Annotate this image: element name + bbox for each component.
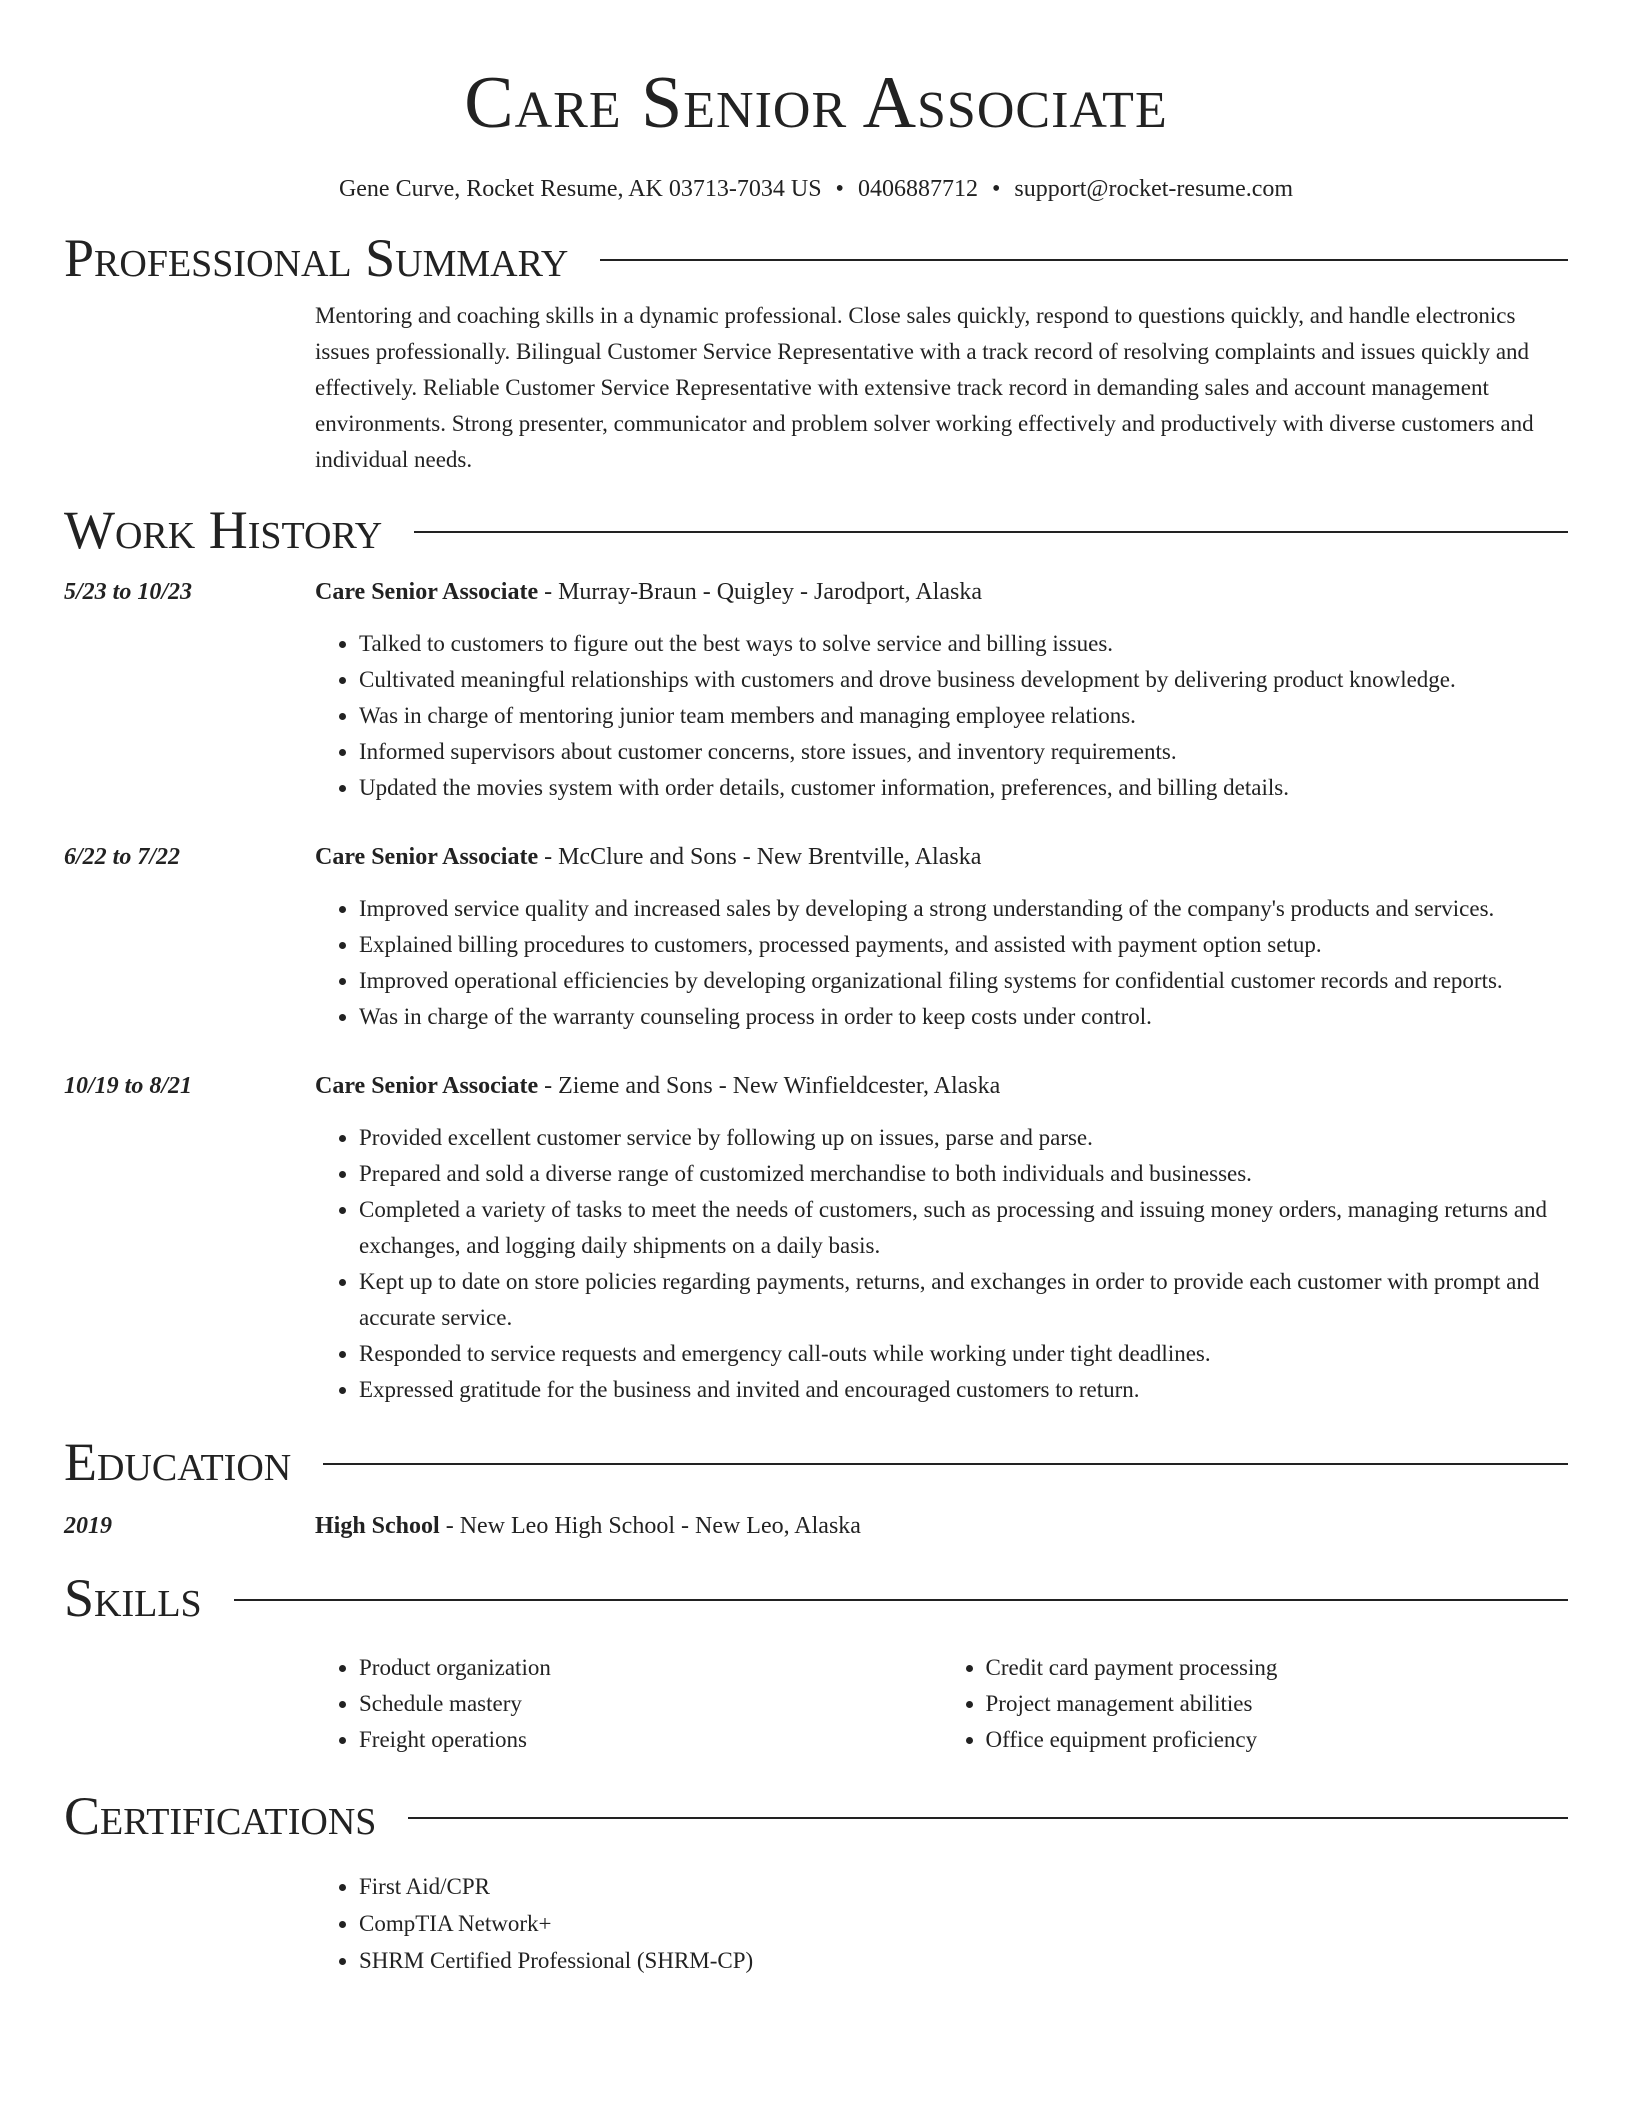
job-entry — [64, 574, 1568, 806]
work-history-header — [64, 498, 1568, 562]
education-section — [64, 1430, 1568, 1544]
certifications-title: Certifications — [64, 1786, 377, 1846]
list-item: • Provided excellent customer service by following up on issues, parse and parse. — [359, 1120, 1568, 1156]
section-divider — [414, 531, 1568, 533]
skills-column-left — [315, 1650, 942, 1758]
skills-header — [64, 1566, 1568, 1630]
list-item: • Prepared and sold a diverse range of customized merchandise to both individuals and businesses. — [359, 1156, 1568, 1192]
job-title-line — [315, 1068, 1568, 1104]
list-item: • Improved service quality and increased sales by developing a strong understanding of the company's products and services. — [359, 891, 1568, 927]
list-item: • Kept up to date on store policies regarding payments, returns, and exchanges in order to provide each customer with prompt and accurate service. — [359, 1264, 1568, 1336]
education-entry — [64, 1508, 1568, 1544]
job-bullets — [315, 1120, 1568, 1408]
job-employer: - Zieme and Sons - New Winfieldcester, Alaska — [538, 1073, 1001, 1099]
list-item: • Was in charge of mentoring junior team members and managing employee relations. — [359, 698, 1568, 734]
job-bullets — [315, 626, 1568, 806]
education-year: 2019 — [64, 1513, 112, 1539]
job-dates: 6/22 to 7/22 — [64, 844, 181, 870]
job-entry — [64, 1068, 1568, 1408]
job-body — [315, 574, 1568, 806]
skills-column-right — [942, 1650, 1569, 1758]
education-header — [64, 1430, 1568, 1494]
job-role: Care Senior Associate — [315, 844, 539, 870]
education-body — [315, 1508, 1568, 1544]
job-dates: 10/19 to 8/21 — [64, 1073, 193, 1099]
skills-grid — [315, 1650, 1568, 1758]
work-history-title: Work History — [64, 500, 383, 560]
list-item: • Product organization — [359, 1650, 942, 1686]
certifications-section — [64, 1784, 1568, 1979]
certifications-header — [64, 1784, 1568, 1848]
summary-section — [64, 226, 1568, 478]
list-item: • Freight operations — [359, 1722, 942, 1758]
job-employer: - Murray-Braun - Quigley - Jarodport, Alaska — [538, 579, 982, 605]
education-line — [315, 1508, 1568, 1544]
list-item: • Responded to service requests and emergency call-outs while working under tight deadlines. — [359, 1336, 1568, 1372]
skills-title: Skills — [64, 1568, 202, 1628]
education-school: - New Leo High School - New Leo, Alaska — [439, 1513, 861, 1539]
contact-line — [64, 172, 1568, 206]
list-item: • Credit card payment processing — [986, 1650, 1569, 1686]
summary-header — [64, 226, 1568, 290]
list-item: • Informed supervisors about customer concerns, store issues, and inventory requirements. — [359, 734, 1568, 770]
resume-page — [64, 0, 1568, 1979]
resume-name: Care Senior Associate — [464, 62, 1168, 144]
section-divider — [323, 1463, 1568, 1465]
list-item: • Cultivated meaningful relationships with customers and drove business development by delivering product knowledge. — [359, 662, 1568, 698]
list-item: • CompTIA Network+ — [359, 1905, 1568, 1942]
job-body — [315, 1068, 1568, 1408]
summary-title: Professional Summary — [64, 228, 569, 288]
list-item: • Talked to customers to figure out the best ways to solve service and billing issues. — [359, 626, 1568, 662]
work-history-section — [64, 498, 1568, 1408]
section-divider — [600, 259, 1568, 261]
skills-section — [64, 1566, 1568, 1758]
list-item: • Explained billing procedures to customers, processed payments, and assisted with payment option setup. — [359, 927, 1568, 963]
section-divider — [408, 1817, 1568, 1819]
job-title-line — [315, 839, 1568, 875]
education-title: Education — [64, 1432, 292, 1492]
contact-separator: • — [835, 176, 844, 202]
job-dates: 5/23 to 10/23 — [64, 579, 193, 605]
summary-text: Mentoring and coaching skills in a dynamic professional. Close sales quickly, respond to questions quickly, and handle electronics issues professionally. Bilingual Customer Service Representative with a track record of resolving complaints and issues quickly and effectively. Reliable Customer Service Representative with extensive track record in demanding sales and account management environments. Strong presenter, communicator and problem solver working effectively and productively with diverse customers and individual needs. — [315, 303, 1534, 472]
list-item: • Improved operational efficiencies by developing organizational filing systems for confidential customer records and reports. — [359, 963, 1568, 999]
list-item: • First Aid/CPR — [359, 1868, 1568, 1905]
list-item: • Updated the movies system with order details, customer information, preferences, and billing details. — [359, 770, 1568, 806]
contact-email: support@rocket-resume.com — [1014, 176, 1294, 202]
section-divider — [234, 1599, 1568, 1601]
list-item: • Project management abilities — [986, 1686, 1569, 1722]
list-item: • SHRM Certified Professional (SHRM-CP) — [359, 1942, 1568, 1979]
education-degree: High School — [315, 1513, 440, 1539]
list-item: • Completed a variety of tasks to meet the needs of customers, such as processing and issuing money orders, managing returns and exchanges, and logging daily shipments on a daily basis. — [359, 1192, 1568, 1264]
list-item: • Schedule mastery — [359, 1686, 942, 1722]
job-body — [315, 839, 1568, 1035]
list-item: • Expressed gratitude for the business and invited and encouraged customers to return. — [359, 1372, 1568, 1408]
job-entry — [64, 839, 1568, 1035]
contact-address: Gene Curve, Rocket Resume, AK 03713-7034 US — [338, 176, 822, 202]
list-item: • Was in charge of the warranty counseling process in order to keep costs under control. — [359, 999, 1568, 1035]
contact-phone: 0406887712 — [857, 176, 978, 202]
job-bullets — [315, 891, 1568, 1035]
job-role: Care Senior Associate — [315, 1073, 539, 1099]
certifications-list — [315, 1868, 1568, 1979]
job-role: Care Senior Associate — [315, 579, 539, 605]
contact-separator: • — [991, 176, 1001, 202]
job-title-line — [315, 574, 1568, 610]
job-employer: - McClure and Sons - New Brentville, Alaska — [538, 844, 982, 870]
list-item: • Office equipment proficiency — [986, 1722, 1569, 1758]
